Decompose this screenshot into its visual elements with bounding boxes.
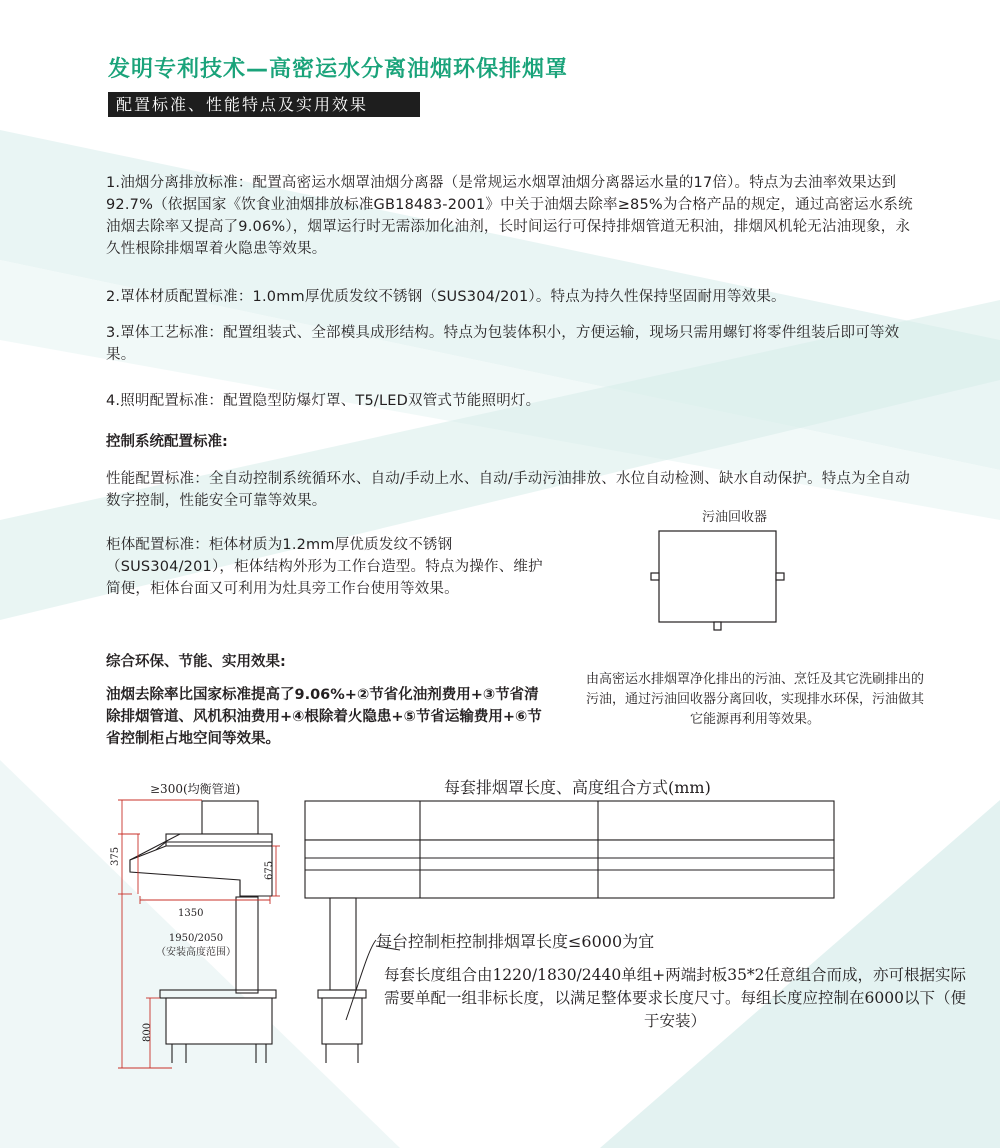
dimension-675: 675 <box>264 860 275 880</box>
paragraph-lighting: 4.照明配置标准：配置隐型防爆灯罩、T5/LED双管式节能照明灯。 <box>106 393 541 409</box>
paragraph-oil-separation: 1.油烟分离排放标准：配置高密运水烟罩油烟分离器（是常规运水烟罩油烟分离器运水量的17倍）。特点为去油率效果达到92.7%（依据国家《饮食业油烟排放标准GB18483-2001》中关于油烟去除率≥85%为合格产品的规定，通过高密运水系统油烟去除率又提高了9.06%），烟罩运行时无需添加化油剂，长时间运行可保持排烟管道无积油，排烟风机轮无沾油现象，永久性根除排烟罩着火隐患等效果。 <box>106 175 913 257</box>
dimension-800: 800 <box>142 1022 153 1042</box>
dimension-install-height-value: 1950/2050 <box>168 933 224 944</box>
paragraph-process: 3.罩体工艺标准：配置组装式、全部模具成形结构。特点为包装体积小，方便运输，现场只需用螺钉将零件组装后即可等效果。 <box>106 325 900 363</box>
dimension-install-height <box>156 932 236 960</box>
page-subtitle: 配置标准、性能特点及实用效果 <box>108 92 420 117</box>
oil-collector-label: 污油回收器 <box>702 510 768 525</box>
oil-collector-drawing <box>651 531 784 630</box>
control-system-heading: 控制系统配置标准: <box>106 434 228 450</box>
dimension-375: 375 <box>110 846 121 866</box>
diagram-title: 每套排烟罩长度、高度组合方式(mm) <box>444 778 711 797</box>
effects-text: 油烟去除率比国家标准提高了9.06%+②节省化油剂费用+③节省清除排烟管道、风机积油费用+④根除着火隐患+⑤节省运输费用+⑥节省控制柜占地空间等效果。 <box>106 687 542 747</box>
dimension-install-height-label: （安装高度范围） <box>156 947 236 958</box>
oil-collector-description: 由高密运水排烟罩净化排出的污油、烹饪及其它洗刷排出的污油，通过污油回收器分离回收，实现排水环保，污油做其它能源再利用等效果。 <box>585 672 924 727</box>
effects-heading: 综合环保、节能、实用效果: <box>106 654 286 670</box>
dimension-1350: 1350 <box>178 908 204 919</box>
paragraph-cabinet: 柜体配置标准：柜体材质为1.2mm厚优质发纹不锈钢（SUS304/201），柜体结构外形为工作台造型。特点为操作、维护简便，柜体台面又可利用为灶具旁工作台使用等效果。 <box>106 537 543 597</box>
annotation-control-cabinet: 每台控制柜控制排烟罩长度≤6000为宜 <box>376 932 655 951</box>
paragraph-performance: 性能配置标准：全自动控制系统循环水、自动/手动上水、自动/手动污油排放、水位自动检测、缺水自动保护。特点为全自动数字控制，性能安全可靠等效果。 <box>106 471 910 509</box>
dimension-300: ≥300(均衡管道) <box>150 782 241 796</box>
annotation-length-combination: 每套长度组合由1220/1830/2440单组+两端封板35*2任意组合而成，亦可根据实际需要单配一组非标长度，以满足整体要求长度尺寸。每组长度应控制在6000以下（便于安装） <box>383 966 967 1030</box>
paragraph-material: 2.罩体材质配置标准：1.0mm厚优质发纹不锈钢（SUS304/201）。特点为持久性保持坚固耐用等效果。 <box>106 289 786 305</box>
page-title: 发明专利技术—高密运水分离油烟环保排烟罩 <box>108 57 569 82</box>
